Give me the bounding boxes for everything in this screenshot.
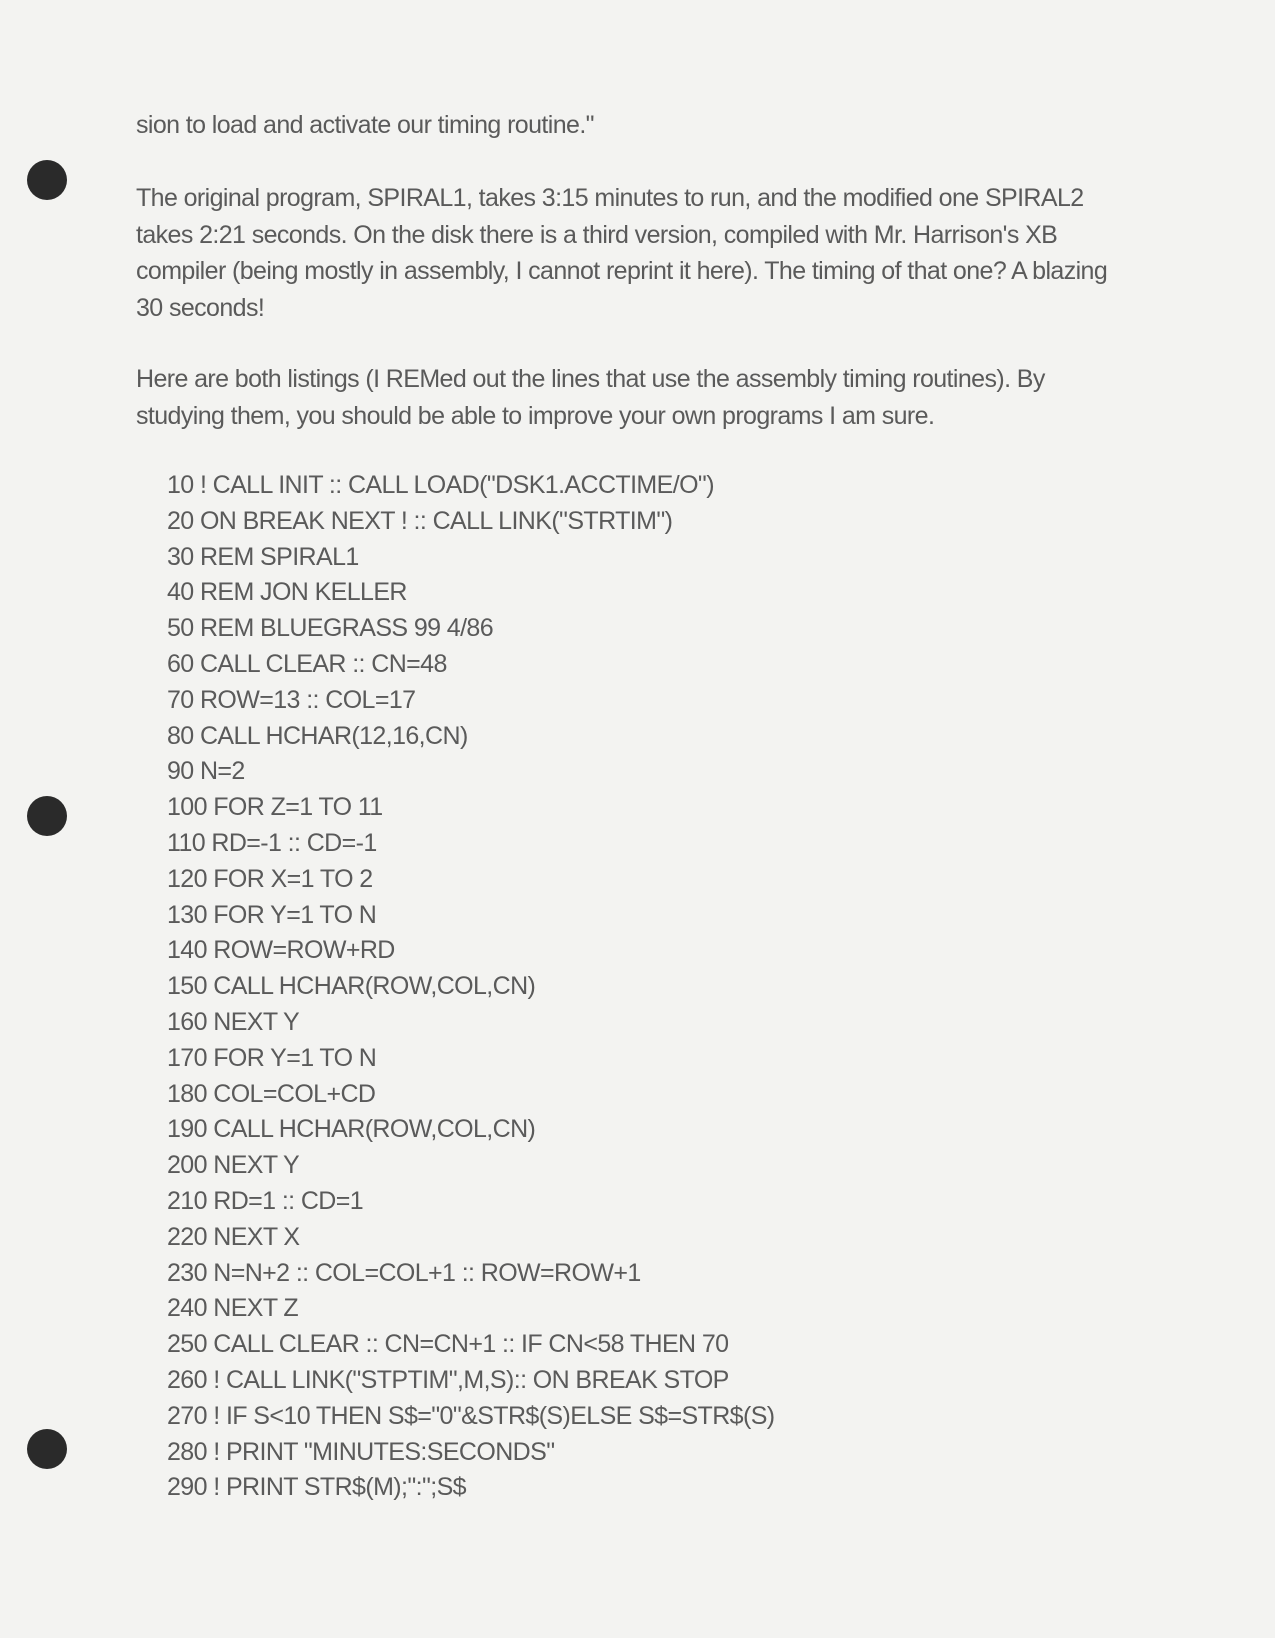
listing-line: 160 NEXT Y: [167, 1007, 300, 1036]
listing-line: 200 NEXT Y: [167, 1151, 300, 1180]
paragraph-intro-end: sion to load and activate our timing routine.": [136, 111, 594, 139]
paragraph-timing: The original program, SPIRAL1, takes 3:15 minutes to run, and the modified one SPIRAL2 takes 2:21 seconds. On the disk there is a third version, compiled with Mr. Harrison's XB compiler (being mostly in assembly, I cannot reprint it here). The timing of that one? A blazing 30 seconds!: [136, 184, 1108, 322]
listing-line: 30 REM SPIRAL1: [167, 542, 359, 571]
listing-line: 250 CALL CLEAR :: CN=CN+1 :: IF CN<58 THEN 70: [167, 1330, 729, 1359]
listing-line: 290 ! PRINT STR$(M);":";S$: [167, 1473, 466, 1502]
paragraph-listings: Here are both listings (I REMed out the lines that use the assembly timing routines). By studying them, you should be able to improve your own programs I am sure.: [136, 365, 1045, 430]
listing-line: 90 N=2: [167, 757, 245, 786]
listing-line: 100 FOR Z=1 TO 11: [167, 793, 383, 822]
listing-line: 220 NEXT X: [167, 1222, 300, 1251]
listing-line: 80 CALL HCHAR(12,16,CN): [167, 721, 468, 750]
listing-line: 180 COL=COL+CD: [167, 1079, 376, 1108]
listing-line: 280 ! PRINT "MINUTES:SECONDS": [167, 1437, 555, 1466]
listing-line: 40 REM JON KELLER: [167, 578, 407, 607]
listing-line: 230 N=N+2 :: COL=COL+1 :: ROW=ROW+1: [167, 1258, 641, 1287]
listing-line: 190 CALL HCHAR(ROW,COL,CN): [167, 1115, 536, 1144]
listing-line: 10 ! CALL INIT :: CALL LOAD("DSK1.ACCTIME/O"): [167, 471, 714, 499]
listing-line: 240 NEXT Z: [167, 1294, 299, 1323]
listing-line: 130 FOR Y=1 TO N: [167, 900, 377, 929]
listing-line: 70 ROW=13 :: COL=17: [167, 685, 416, 714]
listing-line: 150 CALL HCHAR(ROW,COL,CN): [167, 972, 536, 1001]
listing-line: 110 RD=-1 :: CD=-1: [167, 828, 377, 857]
punch-hole: [27, 160, 67, 200]
listing-line: 270 ! IF S<10 THEN S$="0"&STR$(S)ELSE S$=STR$(S): [167, 1401, 775, 1430]
listing-line: 20 ON BREAK NEXT ! :: CALL LINK("STRTIM"): [167, 506, 673, 535]
listing-line: 120 FOR X=1 TO 2: [167, 864, 373, 893]
punch-hole: [27, 1429, 67, 1469]
listing-line: 210 RD=1 :: CD=1: [167, 1186, 364, 1215]
listing-line: 260 ! CALL LINK("STPTIM",M,S):: ON BREAK STOP: [167, 1365, 729, 1394]
listing-line: 170 FOR Y=1 TO N: [167, 1043, 377, 1072]
listing-line: 50 REM BLUEGRASS 99 4/86: [167, 614, 494, 643]
punch-hole: [27, 796, 67, 836]
listing-line: 60 CALL CLEAR :: CN=48: [167, 649, 447, 678]
listing-line: 140 ROW=ROW+RD: [167, 936, 395, 965]
program-listing: [167, 468, 775, 1506]
